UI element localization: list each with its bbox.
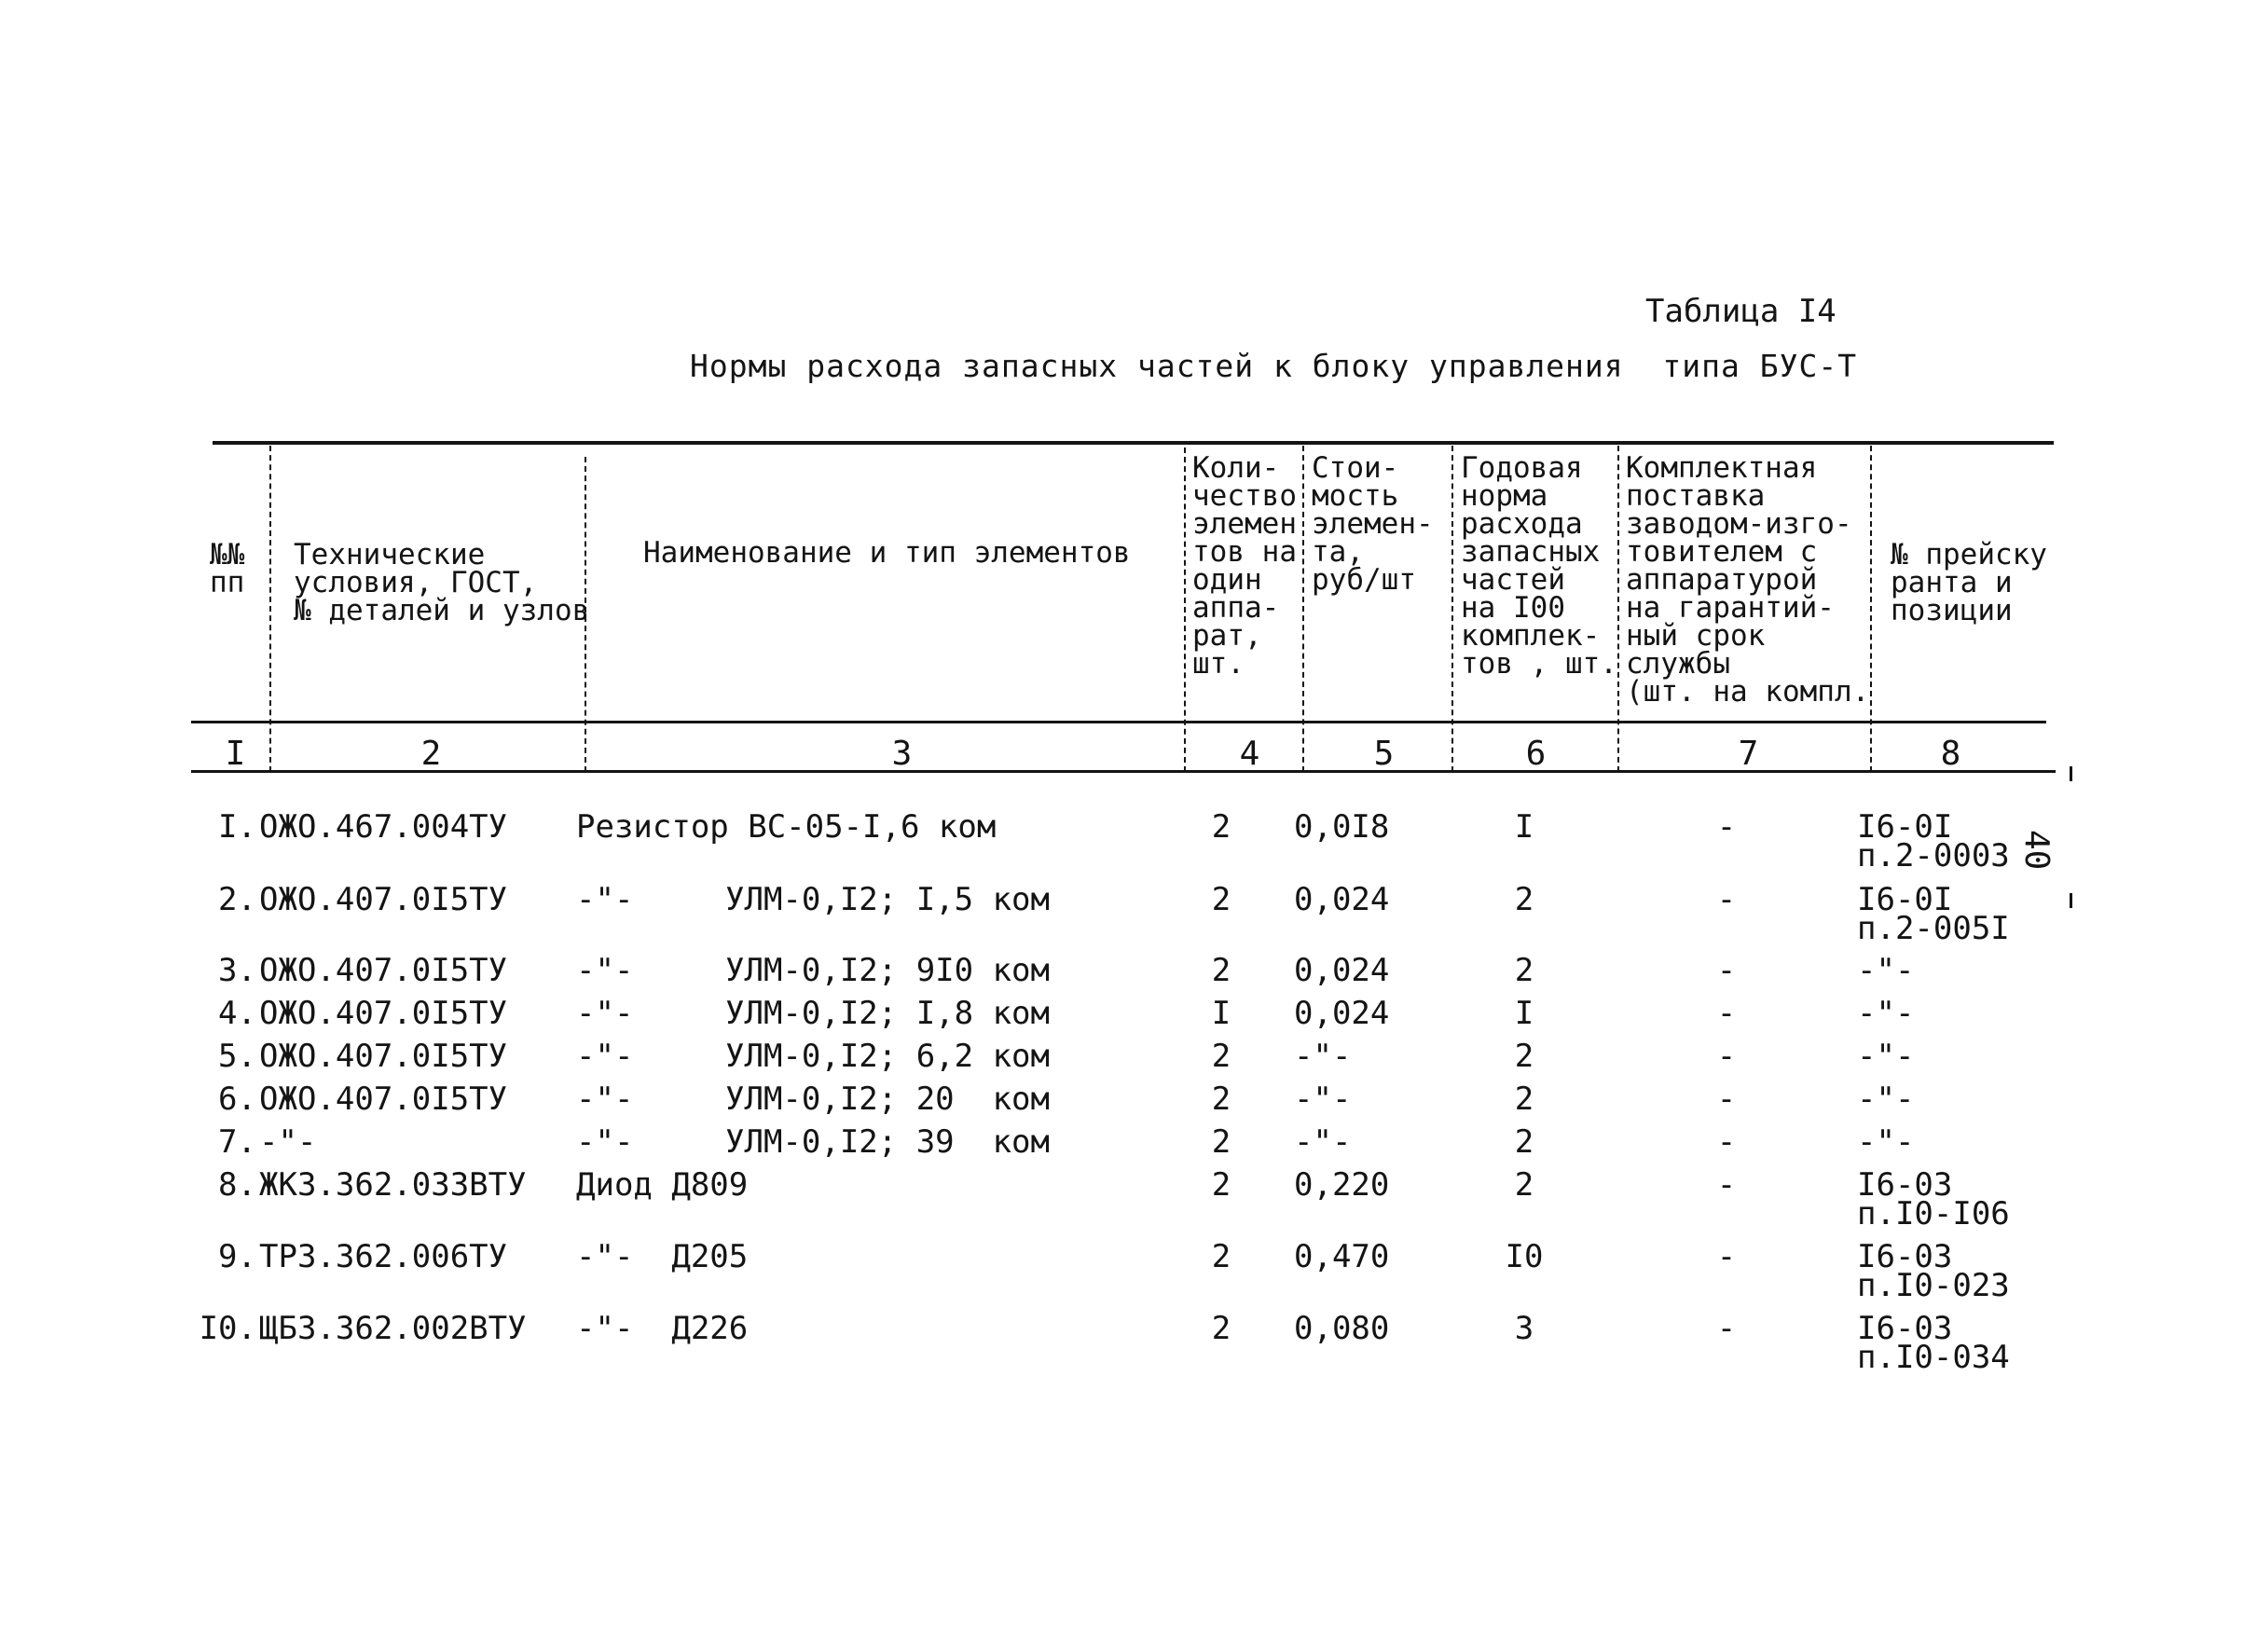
row-specification: ОЖО.407.0I5ТУ [259, 995, 508, 1032]
row-specification: ТРЗ.362.006ТУ [259, 1238, 508, 1275]
row-price-list: -"- [1857, 995, 1915, 1032]
row-specification: ОЖО.407.0I5ТУ [259, 952, 508, 989]
row-annual-norm: 2 [1514, 1038, 1534, 1075]
column-number: 7 [1738, 735, 1759, 773]
row-element-name: -"- Д226 [576, 1310, 749, 1347]
row-element-name: -"- [576, 1038, 634, 1075]
header-bottom-rule [191, 721, 2046, 723]
header-annual-norm: Годовая норма расхода запасных частей на I00 комплек- тов , шт. [1461, 451, 1617, 681]
row-annual-norm: I [1514, 995, 1534, 1032]
table-row [0, 1310, 2256, 1376]
row-price-list: I6-0I п.2-005I [1857, 881, 2010, 947]
row-annual-norm: 2 [1514, 1081, 1534, 1118]
row-quantity: 2 [1211, 1166, 1231, 1204]
row-number: 3. [218, 952, 256, 989]
row-price-list: -"- [1857, 1038, 1915, 1075]
column-number: 4 [1239, 735, 1260, 773]
header-specification: Технические условия, ГОСТ, № деталей и узлов [294, 538, 590, 627]
row-annual-norm: 2 [1514, 952, 1534, 989]
row-factory-supply: - [1716, 881, 1737, 918]
row-factory-supply: - [1716, 952, 1737, 989]
row-element-type: УЛМ-0,I2; 39 ком [725, 1123, 1050, 1161]
row-price-list: I6-03 п.I0-I06 [1857, 1166, 2010, 1232]
row-price-list: -"- [1857, 1123, 1915, 1161]
header-unit-cost: Стои- мость элемен- та, руб/шт [1312, 451, 1434, 597]
row-quantity: 2 [1211, 1123, 1231, 1161]
column-number: 8 [1940, 735, 1961, 773]
row-element-name: -"- Д205 [576, 1238, 749, 1275]
table-caption: Нормы расхода запасных частей к блоку управления типа БУС-Т [690, 348, 1858, 384]
row-factory-supply: - [1716, 1123, 1737, 1161]
row-element-name: -"- [576, 995, 634, 1032]
row-unit-cost: 0,0I8 [1294, 808, 1390, 846]
row-unit-cost: -"- [1294, 1123, 1352, 1161]
header-quantity: Коли- чество элемен тов на один аппа- рат, шт. [1192, 451, 1297, 681]
row-unit-cost: -"- [1294, 1081, 1352, 1118]
row-annual-norm: I0 [1505, 1238, 1544, 1275]
row-unit-cost: 0,080 [1294, 1310, 1390, 1347]
row-factory-supply: - [1716, 995, 1737, 1032]
table-label: Таблица I4 [1645, 293, 1836, 330]
row-element-name: Диод Д809 [576, 1166, 749, 1204]
row-element-type: УЛМ-0,I2; 20 ком [725, 1081, 1050, 1118]
header-price-list: № прейску ранта и позиции [1891, 538, 2047, 627]
column-number: 2 [420, 735, 442, 773]
row-element-type: УЛМ-0,I2; 6,2 ком [725, 1038, 1050, 1075]
row-quantity: I [1211, 995, 1231, 1032]
page-number: 40 [2017, 830, 2056, 871]
column-number: 5 [1373, 735, 1395, 773]
column-number: 3 [891, 735, 913, 773]
row-annual-norm: 2 [1514, 1123, 1534, 1161]
row-number: 4. [218, 995, 256, 1032]
row-annual-norm: I [1514, 808, 1534, 846]
row-unit-cost: 0,220 [1294, 1166, 1390, 1204]
row-quantity: 2 [1211, 1081, 1231, 1118]
row-unit-cost: 0,024 [1294, 995, 1390, 1032]
row-quantity: 2 [1211, 808, 1231, 846]
row-annual-norm: 3 [1514, 1310, 1534, 1347]
row-element-type: УЛМ-0,I2; I,5 ком [725, 881, 1050, 918]
row-price-list: -"- [1857, 1081, 1915, 1118]
row-unit-cost: 0,024 [1294, 881, 1390, 918]
row-factory-supply: - [1716, 1166, 1737, 1204]
row-number: 5. [218, 1038, 256, 1075]
table-row [0, 881, 2256, 947]
row-price-list: I6-03 п.I0-034 [1857, 1310, 2010, 1376]
row-number: I0. [199, 1310, 256, 1347]
column-divider [1870, 446, 1874, 772]
column-number: 6 [1525, 735, 1547, 773]
row-number: I. [218, 808, 256, 846]
column-divider [1302, 446, 1306, 772]
row-factory-supply: - [1716, 1081, 1737, 1118]
header-number: №№ пп [210, 538, 245, 599]
row-element-name: Резистор ВС-05-I,6 ком [576, 808, 997, 846]
row-factory-supply: - [1716, 808, 1737, 846]
row-specification: -"- [259, 1123, 317, 1161]
row-number: 6. [218, 1081, 256, 1118]
column-divider [269, 446, 273, 772]
header-element-name: Наименование и тип элементов [643, 536, 1131, 570]
row-annual-norm: 2 [1514, 881, 1534, 918]
header-factory-supply: Комплектная поставка заводом-изго- товителем с аппаратурой на гарантий- ный срок службы (шт. на компл. [1626, 451, 1870, 709]
row-quantity: 2 [1211, 1038, 1231, 1075]
row-element-name: -"- [576, 881, 634, 918]
row-number: 7. [218, 1123, 256, 1161]
row-quantity: 2 [1211, 1238, 1231, 1275]
row-quantity: 2 [1211, 881, 1231, 918]
row-unit-cost: 0,024 [1294, 952, 1390, 989]
row-specification: ОЖО.407.0I5ТУ [259, 1081, 508, 1118]
row-element-name: -"- [576, 952, 634, 989]
row-price-list: -"- [1857, 952, 1915, 989]
column-number-rule [191, 770, 2056, 773]
table-row [0, 1238, 2256, 1304]
row-annual-norm: 2 [1514, 1166, 1534, 1204]
row-element-type: УЛМ-0,I2; 9I0 ком [725, 952, 1050, 989]
row-number: 2. [218, 881, 256, 918]
table-row [0, 808, 2256, 874]
row-factory-supply: - [1716, 1038, 1737, 1075]
row-specification: ОЖО.467.004ТУ [259, 808, 508, 846]
row-price-list: I6-0I п.2-0003 [1857, 808, 2010, 874]
table-top-rule [213, 441, 2054, 445]
row-number: 8. [218, 1166, 256, 1204]
column-divider [1617, 446, 1621, 772]
row-specification: ОЖО.407.0I5ТУ [259, 1038, 508, 1075]
row-element-name: -"- [576, 1081, 634, 1118]
row-factory-supply: - [1716, 1238, 1737, 1275]
table-row [0, 1166, 2256, 1232]
row-unit-cost: 0,470 [1294, 1238, 1390, 1275]
row-specification: ОЖО.407.0I5ТУ [259, 881, 508, 918]
row-specification: ЩБЗ.362.002ВТУ [259, 1310, 527, 1347]
row-quantity: 2 [1211, 952, 1231, 989]
row-unit-cost: -"- [1294, 1038, 1352, 1075]
row-number: 9. [218, 1238, 256, 1275]
column-divider [1184, 447, 1188, 772]
column-number: I [225, 735, 246, 773]
column-divider [1451, 446, 1455, 772]
page-number-tick [2070, 766, 2072, 781]
row-specification: ЖКЗ.362.033ВТУ [259, 1166, 527, 1204]
row-element-type: УЛМ-0,I2; I,8 ком [725, 995, 1050, 1032]
row-quantity: 2 [1211, 1310, 1231, 1347]
row-price-list: I6-03 п.I0-023 [1857, 1238, 2010, 1304]
row-factory-supply: - [1716, 1310, 1737, 1347]
row-element-name: -"- [576, 1123, 634, 1161]
